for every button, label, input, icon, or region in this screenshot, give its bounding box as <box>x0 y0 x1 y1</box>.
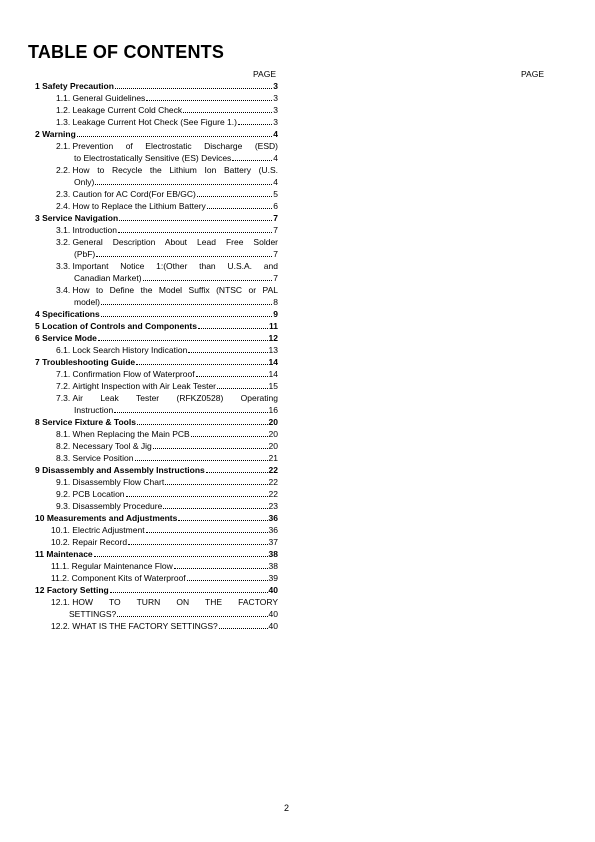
toc-subsection-entry[interactable] <box>28 92 278 104</box>
toc-entry-page: 9 <box>273 309 278 319</box>
toc-entry-continuation <box>56 272 278 284</box>
toc-subsection-entry[interactable] <box>28 164 278 188</box>
toc-entry-continuation <box>56 404 278 416</box>
toc-subsection-entry[interactable] <box>28 440 278 452</box>
toc-entry-page: 3 <box>273 105 278 115</box>
dot-leader <box>163 508 267 509</box>
toc-entry-number: 12.2. <box>51 621 73 631</box>
toc-entry-title: Service Position <box>72 453 134 463</box>
toc-entry-number: 2.4. <box>56 201 73 211</box>
toc-entry-number: 1.3. <box>56 117 73 127</box>
toc-entry-page: 8 <box>273 297 278 307</box>
toc-entry-number: 1 <box>35 81 43 91</box>
dot-leader <box>217 388 268 389</box>
toc-entry-continuation <box>56 176 278 188</box>
toc-entry-page: 7 <box>273 249 278 259</box>
toc-entry-title: Safety Precaution <box>42 81 114 91</box>
toc-entry-first-line <box>51 596 278 608</box>
dot-leader <box>146 100 272 101</box>
toc-section-entry[interactable] <box>28 356 278 368</box>
toc-entry-title: Specifications <box>42 309 100 319</box>
toc-entry-page: 3 <box>273 81 278 91</box>
dot-leader <box>77 136 272 137</box>
dot-leader <box>232 160 272 161</box>
toc-entry-continuation <box>56 296 278 308</box>
toc-entry-number: 2.1. <box>56 141 73 151</box>
toc-entry-page: 37 <box>268 537 278 547</box>
toc-subsection-entry[interactable] <box>28 536 278 548</box>
toc-entry-number: 11 <box>35 549 47 559</box>
toc-entry-first-line <box>56 284 278 296</box>
toc-entry-page: 40 <box>268 621 278 631</box>
toc-entry-number: 9.3. <box>56 501 73 511</box>
toc-entry-page: 36 <box>268 525 278 535</box>
toc-entry-title: WHAT IS THE FACTORY SETTINGS? <box>72 621 218 631</box>
dot-leader <box>143 280 273 281</box>
toc-entry-title: Airtight Inspection with Air Leak Tester <box>72 381 217 391</box>
toc-entry-title-continued: (PbF) <box>74 249 96 259</box>
toc-entry-title: Important Notice 1:(Other than U.S.A. and <box>72 261 278 271</box>
toc-subsection-entry[interactable] <box>28 488 278 500</box>
toc-section-entry[interactable] <box>28 80 278 92</box>
toc-subsection-entry[interactable] <box>28 452 278 464</box>
toc-entry-page: 6 <box>273 201 278 211</box>
toc-subsection-entry[interactable] <box>28 188 278 200</box>
toc-entry-title: Service Mode <box>42 333 97 343</box>
toc-entry-title: Disassembly Flow Chart <box>72 477 165 487</box>
toc-entry-title: Prevention of Electrostatic Discharge (ESD) <box>72 141 278 151</box>
toc-section-entry[interactable] <box>28 212 278 224</box>
toc-subsection-entry[interactable] <box>28 116 278 128</box>
dot-leader <box>98 340 268 341</box>
toc-entry-title: General Guidelines <box>72 93 146 103</box>
toc-entry-page: 40 <box>268 609 278 619</box>
toc-entry-page: 14 <box>268 369 278 379</box>
toc-entry-page: 7 <box>273 225 278 235</box>
toc-entry-title: Troubleshooting Guide <box>42 357 136 367</box>
toc-entry-title-continued: to Electrostatically Sensitive (ES) Devices <box>74 153 232 163</box>
dot-leader <box>115 88 272 89</box>
toc-entry-number: 11.1. <box>51 561 72 571</box>
toc-entry-page: 20 <box>268 429 278 439</box>
toc-entry-title: Leakage Current Cold Check <box>72 105 183 115</box>
dot-leader <box>178 520 267 521</box>
dot-leader <box>136 364 267 365</box>
toc-entry-number: 9 <box>35 465 43 475</box>
footer-page-number: 2 <box>284 803 290 813</box>
toc-entry-page: 14 <box>268 357 278 367</box>
toc-subsection-entry[interactable] <box>28 476 278 488</box>
toc-entry-number: 9.2. <box>56 489 73 499</box>
toc-section-entry[interactable] <box>28 584 278 596</box>
toc-entry-number: 5 <box>35 321 43 331</box>
toc-entry-page: 40 <box>268 585 278 595</box>
toc-entry-page: 39 <box>268 573 278 583</box>
toc-entry-number: 1.1. <box>56 93 73 103</box>
toc-subsection-entry[interactable] <box>28 392 278 416</box>
toc-entry-number: 2 <box>35 129 43 139</box>
toc-entry-number: 2.2. <box>56 165 73 175</box>
toc-subsection-entry[interactable] <box>28 224 278 236</box>
toc-section-entry[interactable] <box>28 548 278 560</box>
document-title: TABLE OF CONTENTS <box>28 42 225 62</box>
dot-leader <box>198 328 268 329</box>
dot-leader <box>183 112 272 113</box>
toc-entry-number: 12 <box>35 585 47 595</box>
toc-subsection-entry[interactable] <box>28 140 278 164</box>
toc-entry-number: 6 <box>35 333 43 343</box>
toc-entry-title: Maintenace <box>46 549 93 559</box>
dot-leader <box>188 352 267 353</box>
toc-section-entry[interactable] <box>28 416 278 428</box>
toc-entry-title: HOW TO TURN ON THE FACTORY <box>72 597 278 607</box>
dot-leader <box>117 616 267 617</box>
toc-entry-title: Air Leak Tester (RFKZ0528) Operating <box>72 393 278 403</box>
toc-section-entry[interactable] <box>28 464 278 476</box>
toc-entry-page: 21 <box>268 453 278 463</box>
toc-entry-number: 7.2. <box>56 381 73 391</box>
toc-section-entry[interactable] <box>28 308 278 320</box>
toc-entry-title: Measurements and Adjustments <box>46 513 178 523</box>
toc-entry-title: How to Replace the Lithium Battery <box>72 201 206 211</box>
toc-entry-page: 7 <box>273 213 278 223</box>
page-column-header: PAGE <box>253 69 276 79</box>
toc-entry-title: Necessary Tool & Jig <box>72 441 152 451</box>
toc-entry-title: Confirmation Flow of Waterproof <box>72 369 195 379</box>
toc-entry-page: 12 <box>268 333 278 343</box>
toc-entry-continuation <box>56 248 278 260</box>
toc-entry-title-continued: SETTINGS? <box>69 609 117 619</box>
dot-leader <box>114 412 267 413</box>
toc-subsection-entry[interactable] <box>28 200 278 212</box>
toc-entry-title-continued: model) <box>74 297 100 307</box>
toc-subsection-entry[interactable] <box>28 260 278 284</box>
dot-leader <box>128 544 267 545</box>
toc-subsection-entry[interactable] <box>28 368 278 380</box>
dot-leader <box>153 448 268 449</box>
toc-entry-number: 3.4. <box>56 285 73 295</box>
toc-section-entry[interactable] <box>28 128 278 140</box>
dot-leader <box>126 496 268 497</box>
toc-entry-number: 7 <box>35 357 43 367</box>
toc-entry-first-line <box>56 140 278 152</box>
dot-leader <box>118 232 272 233</box>
table-of-contents <box>28 80 278 632</box>
toc-entry-number: 1.2. <box>56 105 73 115</box>
toc-entry-number: 3.1. <box>56 225 73 235</box>
toc-entry-first-line <box>56 236 278 248</box>
toc-entry-page: 3 <box>273 93 278 103</box>
toc-entry-number: 3.2. <box>56 237 73 247</box>
dot-leader <box>165 484 267 485</box>
toc-entry-continuation <box>51 608 278 620</box>
toc-entry-page: 4 <box>273 153 278 163</box>
dot-leader <box>96 256 272 257</box>
dot-leader <box>207 208 272 209</box>
toc-entry-number: 10 <box>35 513 47 523</box>
toc-subsection-entry[interactable] <box>28 428 278 440</box>
toc-entry-title: When Replacing the Main PCB <box>72 429 190 439</box>
toc-entry-title: Regular Maintenance Flow <box>71 561 173 571</box>
toc-entry-page: 38 <box>268 561 278 571</box>
toc-entry-title-continued: Only) <box>74 177 95 187</box>
toc-subsection-entry[interactable] <box>28 284 278 308</box>
toc-entry-number: 8.3. <box>56 453 73 463</box>
toc-entry-continuation <box>56 152 278 164</box>
toc-entry-number: 6.1. <box>56 345 73 355</box>
toc-entry-title: Service Fixture & Tools <box>42 417 136 427</box>
toc-entry-page: 22 <box>268 465 278 475</box>
toc-entry-page: 20 <box>268 417 278 427</box>
toc-entry-title: Warning <box>42 129 76 139</box>
toc-entry-title: PCB Location <box>72 489 125 499</box>
toc-entry-first-line <box>56 392 278 404</box>
dot-leader <box>101 304 272 305</box>
toc-entry-first-line <box>56 164 278 176</box>
toc-entry-title: Component Kits of Waterproof <box>71 573 186 583</box>
toc-entry-page: 11 <box>269 321 278 331</box>
dot-leader <box>191 436 268 437</box>
toc-entry-page: 36 <box>268 513 278 523</box>
toc-entry-page: 13 <box>268 345 278 355</box>
toc-subsection-entry[interactable] <box>28 104 278 116</box>
dot-leader <box>94 556 268 557</box>
toc-subsection-entry[interactable] <box>28 236 278 260</box>
toc-entry-page: 4 <box>273 177 278 187</box>
toc-entry-title-continued: Instruction <box>74 405 114 415</box>
toc-entry-title: Lock Search History Indication <box>72 345 188 355</box>
toc-entry-page: 4 <box>273 129 278 139</box>
toc-entry-title: Disassembly and Assembly Instructions <box>42 465 205 475</box>
toc-entry-title: Caution for AC Cord(For EB/GC) <box>72 189 196 199</box>
dot-leader <box>206 472 268 473</box>
toc-entry-number: 7.3. <box>56 393 73 403</box>
toc-entry-first-line <box>56 260 278 272</box>
toc-subsection-entry[interactable] <box>28 596 278 620</box>
toc-section-entry[interactable] <box>28 320 278 332</box>
toc-entry-page: 7 <box>273 273 278 283</box>
toc-entry-page: 16 <box>268 405 278 415</box>
toc-subsection-entry[interactable] <box>28 560 278 572</box>
toc-entry-page: 20 <box>268 441 278 451</box>
dot-leader <box>146 532 268 533</box>
dot-leader <box>196 376 268 377</box>
toc-entry-page: 5 <box>273 189 278 199</box>
toc-entry-page: 3 <box>273 117 278 127</box>
toc-entry-number: 2.3. <box>56 189 73 199</box>
toc-entry-number: 3 <box>35 213 43 223</box>
toc-entry-title: Leakage Current Hot Check (See Figure 1.) <box>72 117 237 127</box>
dot-leader <box>95 184 272 185</box>
dot-leader <box>119 220 272 221</box>
toc-subsection-entry[interactable] <box>28 572 278 584</box>
dot-leader <box>137 424 268 425</box>
toc-entry-title: Repair Record <box>72 537 128 547</box>
toc-entry-page: 15 <box>268 381 278 391</box>
toc-entry-title: Electric Adjustment <box>72 525 145 535</box>
toc-entry-title-continued: Canadian Market) <box>74 273 142 283</box>
toc-section-entry[interactable] <box>28 332 278 344</box>
toc-entry-title: Factory Setting <box>46 585 109 595</box>
toc-entry-number: 12.1. <box>51 597 73 607</box>
toc-subsection-entry[interactable] <box>28 344 278 356</box>
toc-subsection-entry[interactable] <box>28 620 278 632</box>
toc-entry-title: How to Recycle the Lithium Ion Battery (U.S. <box>72 165 278 175</box>
toc-entry-page: 23 <box>268 501 278 511</box>
toc-entry-number: 11.2. <box>51 573 72 583</box>
dot-leader <box>135 460 268 461</box>
toc-entry-page: 38 <box>268 549 278 559</box>
toc-entry-page: 22 <box>268 477 278 487</box>
toc-entry-title: General Description About Lead Free Solder <box>72 237 278 247</box>
toc-entry-number: 8.2. <box>56 441 73 451</box>
dot-leader <box>197 196 272 197</box>
toc-entry-number: 9.1. <box>56 477 73 487</box>
toc-entry-number: 7.1. <box>56 369 73 379</box>
toc-subsection-entry[interactable] <box>28 500 278 512</box>
toc-entry-title: Service Navigation <box>42 213 119 223</box>
toc-section-entry[interactable] <box>28 512 278 524</box>
dot-leader <box>238 124 272 125</box>
toc-entry-title: Location of Controls and Components <box>42 321 197 331</box>
toc-entry-number: 8.1. <box>56 429 73 439</box>
toc-entry-page: 22 <box>268 489 278 499</box>
toc-entry-title: How to Define the Model Suffix (NTSC or PAL <box>72 285 278 295</box>
toc-entry-number: 3.3. <box>56 261 73 271</box>
toc-entry-number: 10.1. <box>51 525 73 535</box>
toc-subsection-entry[interactable] <box>28 524 278 536</box>
dot-leader <box>174 568 268 569</box>
toc-entry-title: Introduction <box>72 225 117 235</box>
toc-subsection-entry[interactable] <box>28 380 278 392</box>
toc-entry-number: 4 <box>35 309 43 319</box>
toc-entry-number: 8 <box>35 417 43 427</box>
dot-leader <box>187 580 268 581</box>
toc-entry-number: 10.2. <box>51 537 73 547</box>
page-column-header-right: PAGE <box>521 69 544 79</box>
toc-entry-title: Disassembly Procedure <box>72 501 163 511</box>
dot-leader <box>110 592 268 593</box>
dot-leader <box>101 316 273 317</box>
dot-leader <box>219 628 268 629</box>
